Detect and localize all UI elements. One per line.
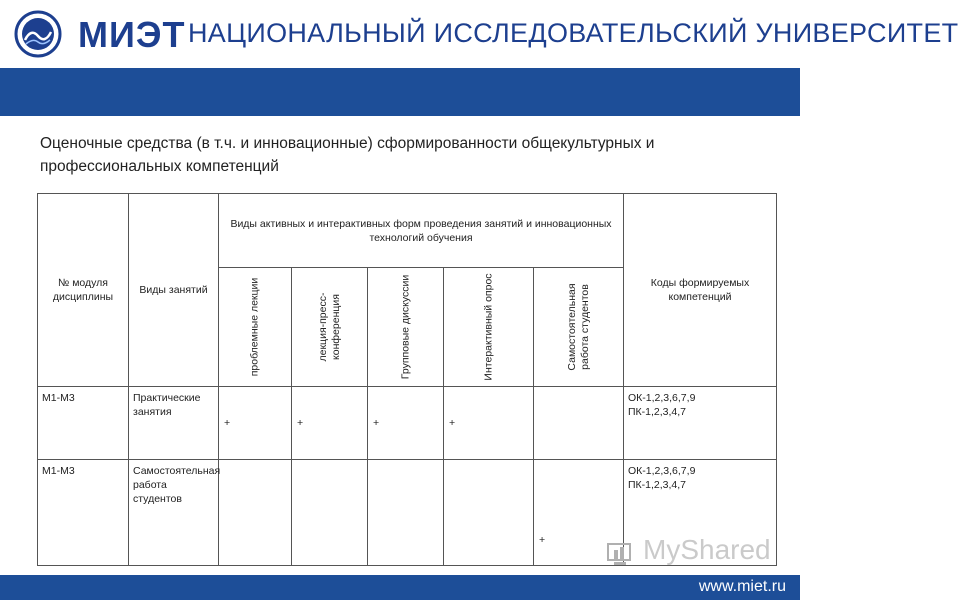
- row2-type: Самостоятельная работа студентов: [129, 460, 219, 566]
- header-type: Виды занятий: [129, 194, 219, 387]
- subheader-group-discussions: Групповые дискуссии: [368, 268, 444, 387]
- header-band: [0, 68, 800, 116]
- row2-codes-ok: ОК-1,2,3,6,7,9: [628, 465, 696, 477]
- subheader-interactive-survey: Интерактивный опрос: [444, 268, 534, 387]
- table-row: [38, 387, 777, 460]
- miet-logo-icon: [14, 10, 62, 58]
- row2-mark-4: [444, 460, 534, 566]
- row2-mark-5: +: [534, 460, 624, 566]
- row1-mark-5: [534, 387, 624, 460]
- footer: [0, 575, 800, 600]
- header-forms: Виды активных и интерактивных форм проведения занятий и инновационных технологий обучения: [219, 194, 624, 268]
- row1-codes-pk: ПК-1,2,3,4,7: [628, 406, 687, 418]
- row2-module: М1-М3: [38, 460, 129, 566]
- row1-mark-1: +: [219, 387, 292, 460]
- row2-mark-2: [292, 460, 368, 566]
- footer-url[interactable]: www.miet.ru: [698, 578, 786, 595]
- header-codes: Коды формируемых компетенций: [624, 194, 777, 387]
- brand-name: МИЭТ: [78, 14, 186, 55]
- watermark: MyShared: [643, 534, 771, 565]
- page-title: Оценочные средства (в т.ч. и инновационные) сформированности общекультурных и профессиональных компетенций: [40, 135, 655, 175]
- row1-mark-2: +: [292, 387, 368, 460]
- competencies-table: [37, 193, 777, 566]
- row1-codes-ok: ОК-1,2,3,6,7,9: [628, 392, 696, 404]
- university-name: НАЦИОНАЛЬНЫЙ ИССЛЕДОВАТЕЛЬСКИЙ УНИВЕРСИТЕТ: [188, 18, 958, 48]
- subheader-self-study: Самостоятельная работа студентов: [534, 268, 624, 387]
- row1-mark-4: +: [444, 387, 534, 460]
- row1-type: Практические занятия: [129, 387, 219, 460]
- row1-codes: [624, 387, 777, 460]
- row1-module: М1-М3: [38, 387, 129, 460]
- row2-mark-3: [368, 460, 444, 566]
- subheader-press-conference: лекция-пресс-конференция: [292, 268, 368, 387]
- row2-codes-pk: ПК-1,2,3,4,7: [628, 479, 687, 491]
- header-module: № модуля дисциплины: [38, 194, 129, 387]
- subheader-problem-lectures: проблемные лекции: [219, 268, 292, 387]
- header: [0, 0, 958, 68]
- row2-mark-1: [219, 460, 292, 566]
- row1-mark-3: +: [368, 387, 444, 460]
